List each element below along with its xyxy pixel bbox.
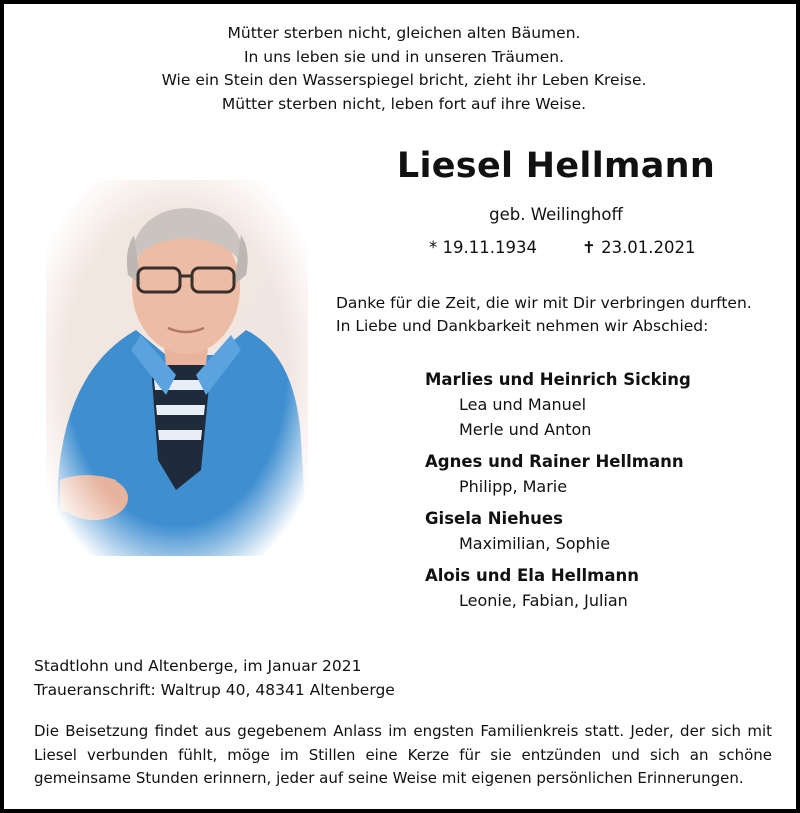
birth-name: geb. Weilinghoff bbox=[489, 205, 623, 224]
family-member: Maximilian, Sophie bbox=[459, 534, 611, 553]
birth-date: * 19.11.1934 bbox=[429, 238, 537, 257]
family-head: Gisela Niehues bbox=[425, 509, 563, 528]
poem-line: Mütter sterben nicht, gleichen alten Bäumen. bbox=[227, 24, 581, 42]
family-member: Philipp, Marie bbox=[459, 477, 568, 496]
thanks-text bbox=[336, 292, 752, 338]
poem-line: Mütter sterben nicht, leben fort auf ihre Weise. bbox=[221, 94, 587, 113]
family-group bbox=[425, 564, 691, 613]
family-head: Agnes und Rainer Hellmann bbox=[425, 452, 684, 471]
family-head: Marlies und Heinrich Sicking bbox=[425, 370, 691, 389]
family-group bbox=[425, 507, 691, 556]
thanks-line: In Liebe und Dankbarkeit nehmen wir Abschied: bbox=[336, 317, 709, 335]
burial-notice: Die Beisetzung findet aus gegebenem Anlass im engsten Familienkreis statt. Jeder, der sich mit Liesel verbunden fühlt, möge im Stillen eine Kerze für sie entzünden und sich an schöne gemeinsame Stunden erinnern, jeder auf seine Weise mit eigenen persönlichen Erinnerungen. bbox=[34, 722, 772, 787]
poem-line: In uns leben sie und in unseren Träumen. bbox=[243, 47, 565, 66]
mourners-list bbox=[425, 368, 691, 621]
family-group bbox=[425, 368, 691, 442]
poem bbox=[4, 22, 800, 116]
mourning-address: Traueranschrift: Waltrup 40, 48341 Altenberge bbox=[34, 681, 395, 699]
family-member: Lea und Manuel bbox=[459, 395, 587, 414]
death-date: ✝ 23.01.2021 bbox=[582, 238, 696, 257]
thanks-line: Danke für die Zeit, die wir mit Dir verbringen durften. bbox=[336, 294, 752, 312]
family-group bbox=[425, 450, 691, 499]
poem-line: Wie ein Stein den Wasserspiegel bricht, zieht ihr Leben Kreise. bbox=[161, 71, 647, 89]
family-member: Merle und Anton bbox=[459, 420, 592, 439]
family-member: Leonie, Fabian, Julian bbox=[459, 591, 628, 610]
family-head: Alois und Ela Hellmann bbox=[425, 566, 639, 585]
footer bbox=[34, 654, 395, 702]
deceased-name: Liesel Hellmann bbox=[396, 146, 716, 186]
portrait-photo bbox=[46, 180, 308, 556]
place-date: Stadtlohn und Altenberge, im Januar 2021 bbox=[34, 657, 362, 675]
